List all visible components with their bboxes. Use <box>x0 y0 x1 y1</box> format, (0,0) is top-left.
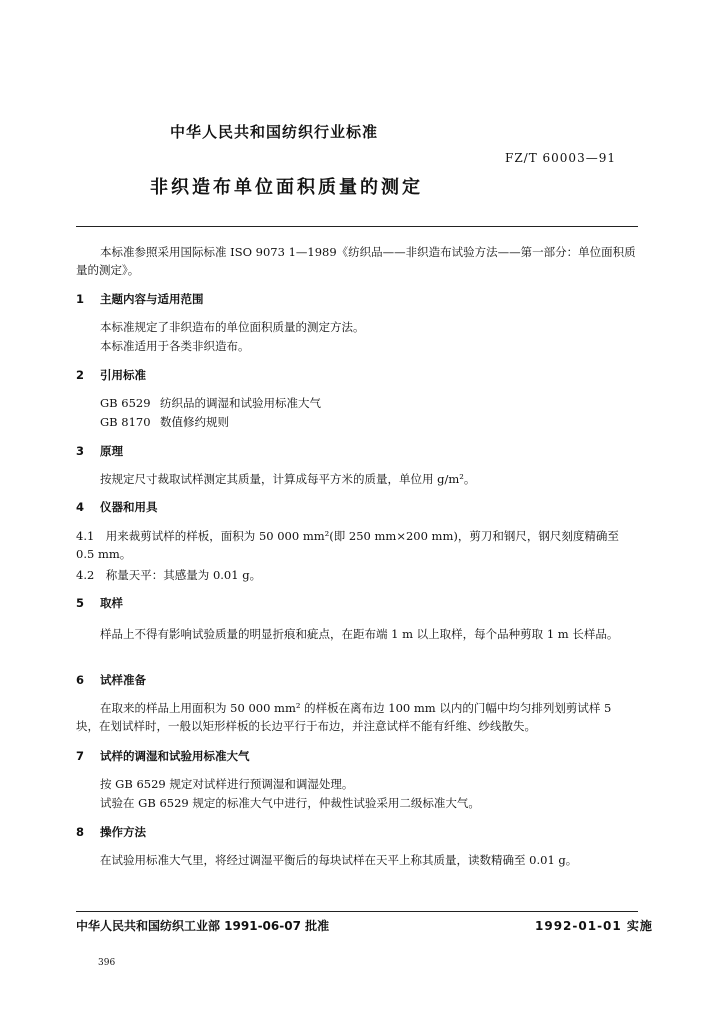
section-3-heading <box>76 443 123 459</box>
section-7-paragraph-2: 试验在 GB 6529 规定的标准大气中进行，仲裁性试验采用二级标准大气。 <box>100 796 480 810</box>
section-number: 5 <box>76 596 85 610</box>
issuing-body: 中华人民共和国纺织行业标准 <box>170 123 379 141</box>
section-title: 取样 <box>100 596 123 610</box>
clause-4-1: 4.1 用来裁剪试样的样板，面积为 50 000 mm²(即 250 mm×200 mm)，剪刀和钢尺，钢尺刻度精确至 0.5 mm。 <box>76 529 619 561</box>
reference-code: GB 8170 <box>100 415 151 429</box>
section-number: 8 <box>76 825 85 839</box>
section-3-paragraph: 按规定尺寸裁取试样测定其质量，计算成每平方米的质量，单位用 g/m²。 <box>100 472 476 486</box>
implementation-date: 1992-01-01 实施 <box>535 919 653 933</box>
standard-code: FZ/T 60003—91 <box>505 151 616 165</box>
reference-item <box>100 394 321 412</box>
section-title: 引用标准 <box>100 368 146 382</box>
section-title: 原理 <box>100 444 123 458</box>
section-8-paragraph: 在试验用标准大气里，将经过调湿平衡后的每块试样在天平上称其质量，读数精确至 0.01 g。 <box>100 853 578 867</box>
section-title: 试样的调湿和试验用标准大气 <box>100 749 250 763</box>
page-number: 396 <box>98 958 116 968</box>
reference-title: 纺织品的调湿和试验用标准大气 <box>160 396 321 410</box>
section-7-paragraph-1: 按 GB 6529 规定对试样进行预调湿和调湿处理。 <box>100 777 354 791</box>
section-4-heading <box>76 499 158 515</box>
header-divider <box>76 226 638 227</box>
section-number: 4 <box>76 500 85 514</box>
section-number: 1 <box>76 292 85 306</box>
section-number: 7 <box>76 749 85 763</box>
footer-divider <box>76 911 638 912</box>
section-title: 试样准备 <box>100 673 146 687</box>
section-number: 2 <box>76 368 85 382</box>
section-2-heading <box>76 367 146 383</box>
section-7-heading <box>76 748 250 764</box>
section-number: 6 <box>76 673 85 687</box>
section-title: 仪器和用具 <box>100 500 158 514</box>
section-number: 3 <box>76 444 85 458</box>
section-5-heading <box>76 595 123 611</box>
section-6-heading <box>76 672 146 688</box>
approval-line: 中华人民共和国纺织工业部 1991-06-07 批准 <box>76 919 330 933</box>
intro-paragraph: 本标准参照采用国际标准 ISO 9073 1—1989《纺织品——非织造布试验方法——第一部分：单位面积质量的测定》。 <box>76 245 636 277</box>
section-1-paragraph-1: 本标准规定了非织造布的单位面积质量的测定方法。 <box>100 320 365 334</box>
section-5-paragraph: 样品上不得有影响试验质量的明显折痕和疵点，在距布端 1 m 以上取样，每个品种剪取 1 m 长样品。 <box>100 627 619 641</box>
reference-item <box>100 413 229 431</box>
document-title: 非织造布单位面积质量的测定 <box>150 177 423 198</box>
section-title: 主题内容与适用范围 <box>100 292 204 306</box>
reference-code: GB 6529 <box>100 396 151 410</box>
section-1-heading <box>76 291 204 307</box>
section-1-paragraph-2: 本标准适用于各类非织造布。 <box>100 339 250 353</box>
section-6-paragraph: 在取来的样品上用面积为 50 000 mm² 的样板在离布边 100 mm 以内的门幅中均匀排列划剪试样 5 块，在划试样时，一般以矩形样板的长边平行于布边，并注意试样不能有纤维、纱线散失。 <box>76 701 612 733</box>
section-title: 操作方法 <box>100 825 146 839</box>
section-8-heading <box>76 824 146 840</box>
clause-4-2: 4.2 称量天平：其感量为 0.01 g。 <box>76 568 262 582</box>
reference-title: 数值修约规则 <box>160 415 229 429</box>
